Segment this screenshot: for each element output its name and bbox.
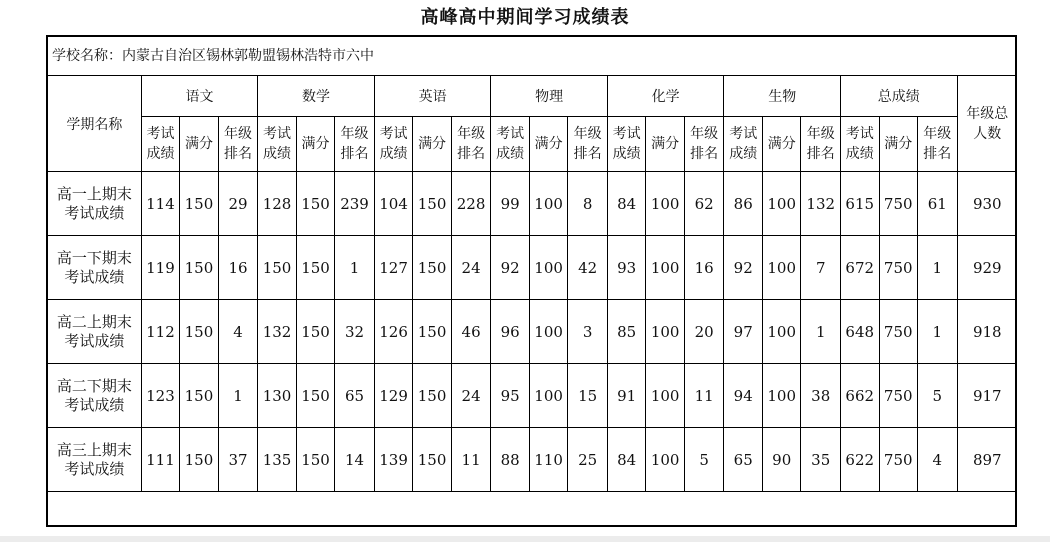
score-cell: 100 — [646, 364, 685, 428]
score-cell: 1 — [218, 364, 258, 428]
score-cell: 100 — [646, 172, 685, 236]
score-cell: 114 — [141, 172, 180, 236]
score-cell: 150 — [180, 172, 219, 236]
score-cell: 100 — [762, 300, 801, 364]
header-field: 年级 排名 — [918, 117, 958, 172]
header-field: 考试 成绩 — [724, 117, 763, 172]
score-cell: 24 — [451, 364, 491, 428]
score-cell: 42 — [568, 236, 608, 300]
score-cell: 5 — [918, 364, 958, 428]
score-cell: 100 — [529, 236, 568, 300]
score-cell: 46 — [451, 300, 491, 364]
header-field: 年级 排名 — [451, 117, 491, 172]
score-cell: 11 — [451, 428, 491, 492]
score-cell: 1 — [918, 236, 958, 300]
score-cell: 37 — [218, 428, 258, 492]
score-cell: 150 — [180, 364, 219, 428]
score-cell: 86 — [724, 172, 763, 236]
score-cell: 139 — [374, 428, 413, 492]
table-row — [48, 428, 1017, 492]
header-field: 年级 排名 — [801, 117, 841, 172]
score-cell: 150 — [296, 236, 335, 300]
page-title: 高峰高中期间学习成绩表 — [420, 7, 630, 28]
header-subject: 总成绩 — [841, 76, 958, 117]
score-cell: 239 — [335, 172, 375, 236]
score-cell: 150 — [296, 364, 335, 428]
score-cell: 110 — [529, 428, 568, 492]
score-cell: 128 — [258, 172, 297, 236]
score-cell: 61 — [918, 172, 958, 236]
page-bottom-edge — [0, 536, 1050, 542]
score-cell: 24 — [451, 236, 491, 300]
header-field: 考试 成绩 — [607, 117, 646, 172]
score-cell: 16 — [218, 236, 258, 300]
score-cell: 65 — [724, 428, 763, 492]
score-cell: 750 — [879, 364, 918, 428]
score-cell: 35 — [801, 428, 841, 492]
header-subject: 语文 — [141, 76, 258, 117]
table-row — [48, 364, 1017, 428]
term-name-cell: 高一上期末 考试成绩 — [48, 172, 141, 236]
score-cell: 92 — [724, 236, 763, 300]
score-cell: 11 — [684, 364, 724, 428]
score-cell: 93 — [607, 236, 646, 300]
score-cell: 150 — [413, 172, 452, 236]
score-cell: 96 — [491, 300, 530, 364]
score-cell: 622 — [841, 428, 880, 492]
header-subject: 化学 — [607, 76, 724, 117]
score-cell: 14 — [335, 428, 375, 492]
score-cell: 91 — [607, 364, 646, 428]
score-cell: 8 — [568, 172, 608, 236]
score-cell: 20 — [684, 300, 724, 364]
total-students-cell: 918 — [957, 300, 1017, 364]
total-students-cell: 917 — [957, 364, 1017, 428]
score-cell: 3 — [568, 300, 608, 364]
score-cell: 95 — [491, 364, 530, 428]
table-row — [48, 236, 1017, 300]
score-cell: 16 — [684, 236, 724, 300]
header-field: 考试 成绩 — [841, 117, 880, 172]
score-cell: 750 — [879, 428, 918, 492]
grades-table — [48, 76, 1017, 492]
header-field: 满分 — [762, 117, 801, 172]
grades-sheet — [46, 35, 1017, 527]
score-cell: 88 — [491, 428, 530, 492]
score-cell: 112 — [141, 300, 180, 364]
header-field: 考试 成绩 — [491, 117, 530, 172]
score-cell: 1 — [335, 236, 375, 300]
score-cell: 150 — [180, 428, 219, 492]
score-cell: 135 — [258, 428, 297, 492]
score-cell: 85 — [607, 300, 646, 364]
school-name: 学校名称：内蒙古自治区锡林郭勒盟锡林浩特市六中 — [48, 37, 1015, 76]
score-cell: 150 — [296, 428, 335, 492]
score-cell: 132 — [258, 300, 297, 364]
score-cell: 100 — [646, 300, 685, 364]
header-field: 考试 成绩 — [374, 117, 413, 172]
score-cell: 100 — [762, 364, 801, 428]
score-cell: 150 — [296, 172, 335, 236]
table-row — [48, 300, 1017, 364]
header-subject: 英语 — [374, 76, 491, 117]
score-cell: 130 — [258, 364, 297, 428]
score-cell: 132 — [801, 172, 841, 236]
score-cell: 7 — [801, 236, 841, 300]
score-cell: 228 — [451, 172, 491, 236]
score-cell: 15 — [568, 364, 608, 428]
header-field: 满分 — [180, 117, 219, 172]
score-cell: 99 — [491, 172, 530, 236]
header-field: 满分 — [646, 117, 685, 172]
score-cell: 84 — [607, 428, 646, 492]
score-cell: 84 — [607, 172, 646, 236]
score-cell: 111 — [141, 428, 180, 492]
header-row-fields — [48, 117, 1017, 172]
table-row — [48, 172, 1017, 236]
score-cell: 92 — [491, 236, 530, 300]
header-subject: 数学 — [258, 76, 375, 117]
score-cell: 750 — [879, 300, 918, 364]
score-cell: 150 — [296, 300, 335, 364]
score-cell: 1 — [801, 300, 841, 364]
total-students-cell: 929 — [957, 236, 1017, 300]
score-cell: 90 — [762, 428, 801, 492]
term-name-cell: 高二下期末 考试成绩 — [48, 364, 141, 428]
score-cell: 129 — [374, 364, 413, 428]
header-subject: 物理 — [491, 76, 608, 117]
score-cell: 29 — [218, 172, 258, 236]
score-cell: 38 — [801, 364, 841, 428]
score-cell: 662 — [841, 364, 880, 428]
header-row-subjects — [48, 76, 1017, 117]
score-cell: 4 — [918, 428, 958, 492]
score-cell: 32 — [335, 300, 375, 364]
term-name-cell: 高二上期末 考试成绩 — [48, 300, 141, 364]
total-students-cell: 930 — [957, 172, 1017, 236]
score-cell: 150 — [413, 364, 452, 428]
score-cell: 100 — [529, 300, 568, 364]
header-subject: 生物 — [724, 76, 841, 117]
score-cell: 62 — [684, 172, 724, 236]
score-cell: 100 — [646, 428, 685, 492]
score-cell: 615 — [841, 172, 880, 236]
score-cell: 1 — [918, 300, 958, 364]
term-name-cell: 高一下期末 考试成绩 — [48, 236, 141, 300]
header-field: 满分 — [529, 117, 568, 172]
score-cell: 150 — [413, 236, 452, 300]
score-cell: 25 — [568, 428, 608, 492]
score-cell: 97 — [724, 300, 763, 364]
score-cell: 100 — [762, 236, 801, 300]
score-cell: 94 — [724, 364, 763, 428]
score-cell: 5 — [684, 428, 724, 492]
header-field: 年级 排名 — [684, 117, 724, 172]
header-total-students: 年级总 人数 — [957, 76, 1017, 172]
score-cell: 150 — [413, 428, 452, 492]
header-term-name: 学期名称 — [48, 76, 141, 172]
score-cell: 4 — [218, 300, 258, 364]
header-field: 满分 — [413, 117, 452, 172]
header-field: 考试 成绩 — [141, 117, 180, 172]
score-cell: 104 — [374, 172, 413, 236]
score-cell: 65 — [335, 364, 375, 428]
score-cell: 126 — [374, 300, 413, 364]
score-cell: 127 — [374, 236, 413, 300]
score-cell: 750 — [879, 172, 918, 236]
score-cell: 150 — [258, 236, 297, 300]
score-cell: 123 — [141, 364, 180, 428]
score-cell: 100 — [529, 172, 568, 236]
header-field: 满分 — [879, 117, 918, 172]
header-field: 年级 排名 — [568, 117, 608, 172]
term-name-cell: 高三上期末 考试成绩 — [48, 428, 141, 492]
total-students-cell: 897 — [957, 428, 1017, 492]
score-cell: 150 — [180, 300, 219, 364]
score-cell: 672 — [841, 236, 880, 300]
score-cell: 150 — [413, 300, 452, 364]
score-cell: 648 — [841, 300, 880, 364]
score-cell: 100 — [529, 364, 568, 428]
header-field: 满分 — [296, 117, 335, 172]
score-cell: 150 — [180, 236, 219, 300]
score-cell: 100 — [646, 236, 685, 300]
score-cell: 750 — [879, 236, 918, 300]
score-cell: 119 — [141, 236, 180, 300]
header-field: 考试 成绩 — [258, 117, 297, 172]
header-field: 年级 排名 — [335, 117, 375, 172]
score-cell: 100 — [762, 172, 801, 236]
empty-footer-row — [48, 492, 1015, 525]
header-field: 年级 排名 — [218, 117, 258, 172]
